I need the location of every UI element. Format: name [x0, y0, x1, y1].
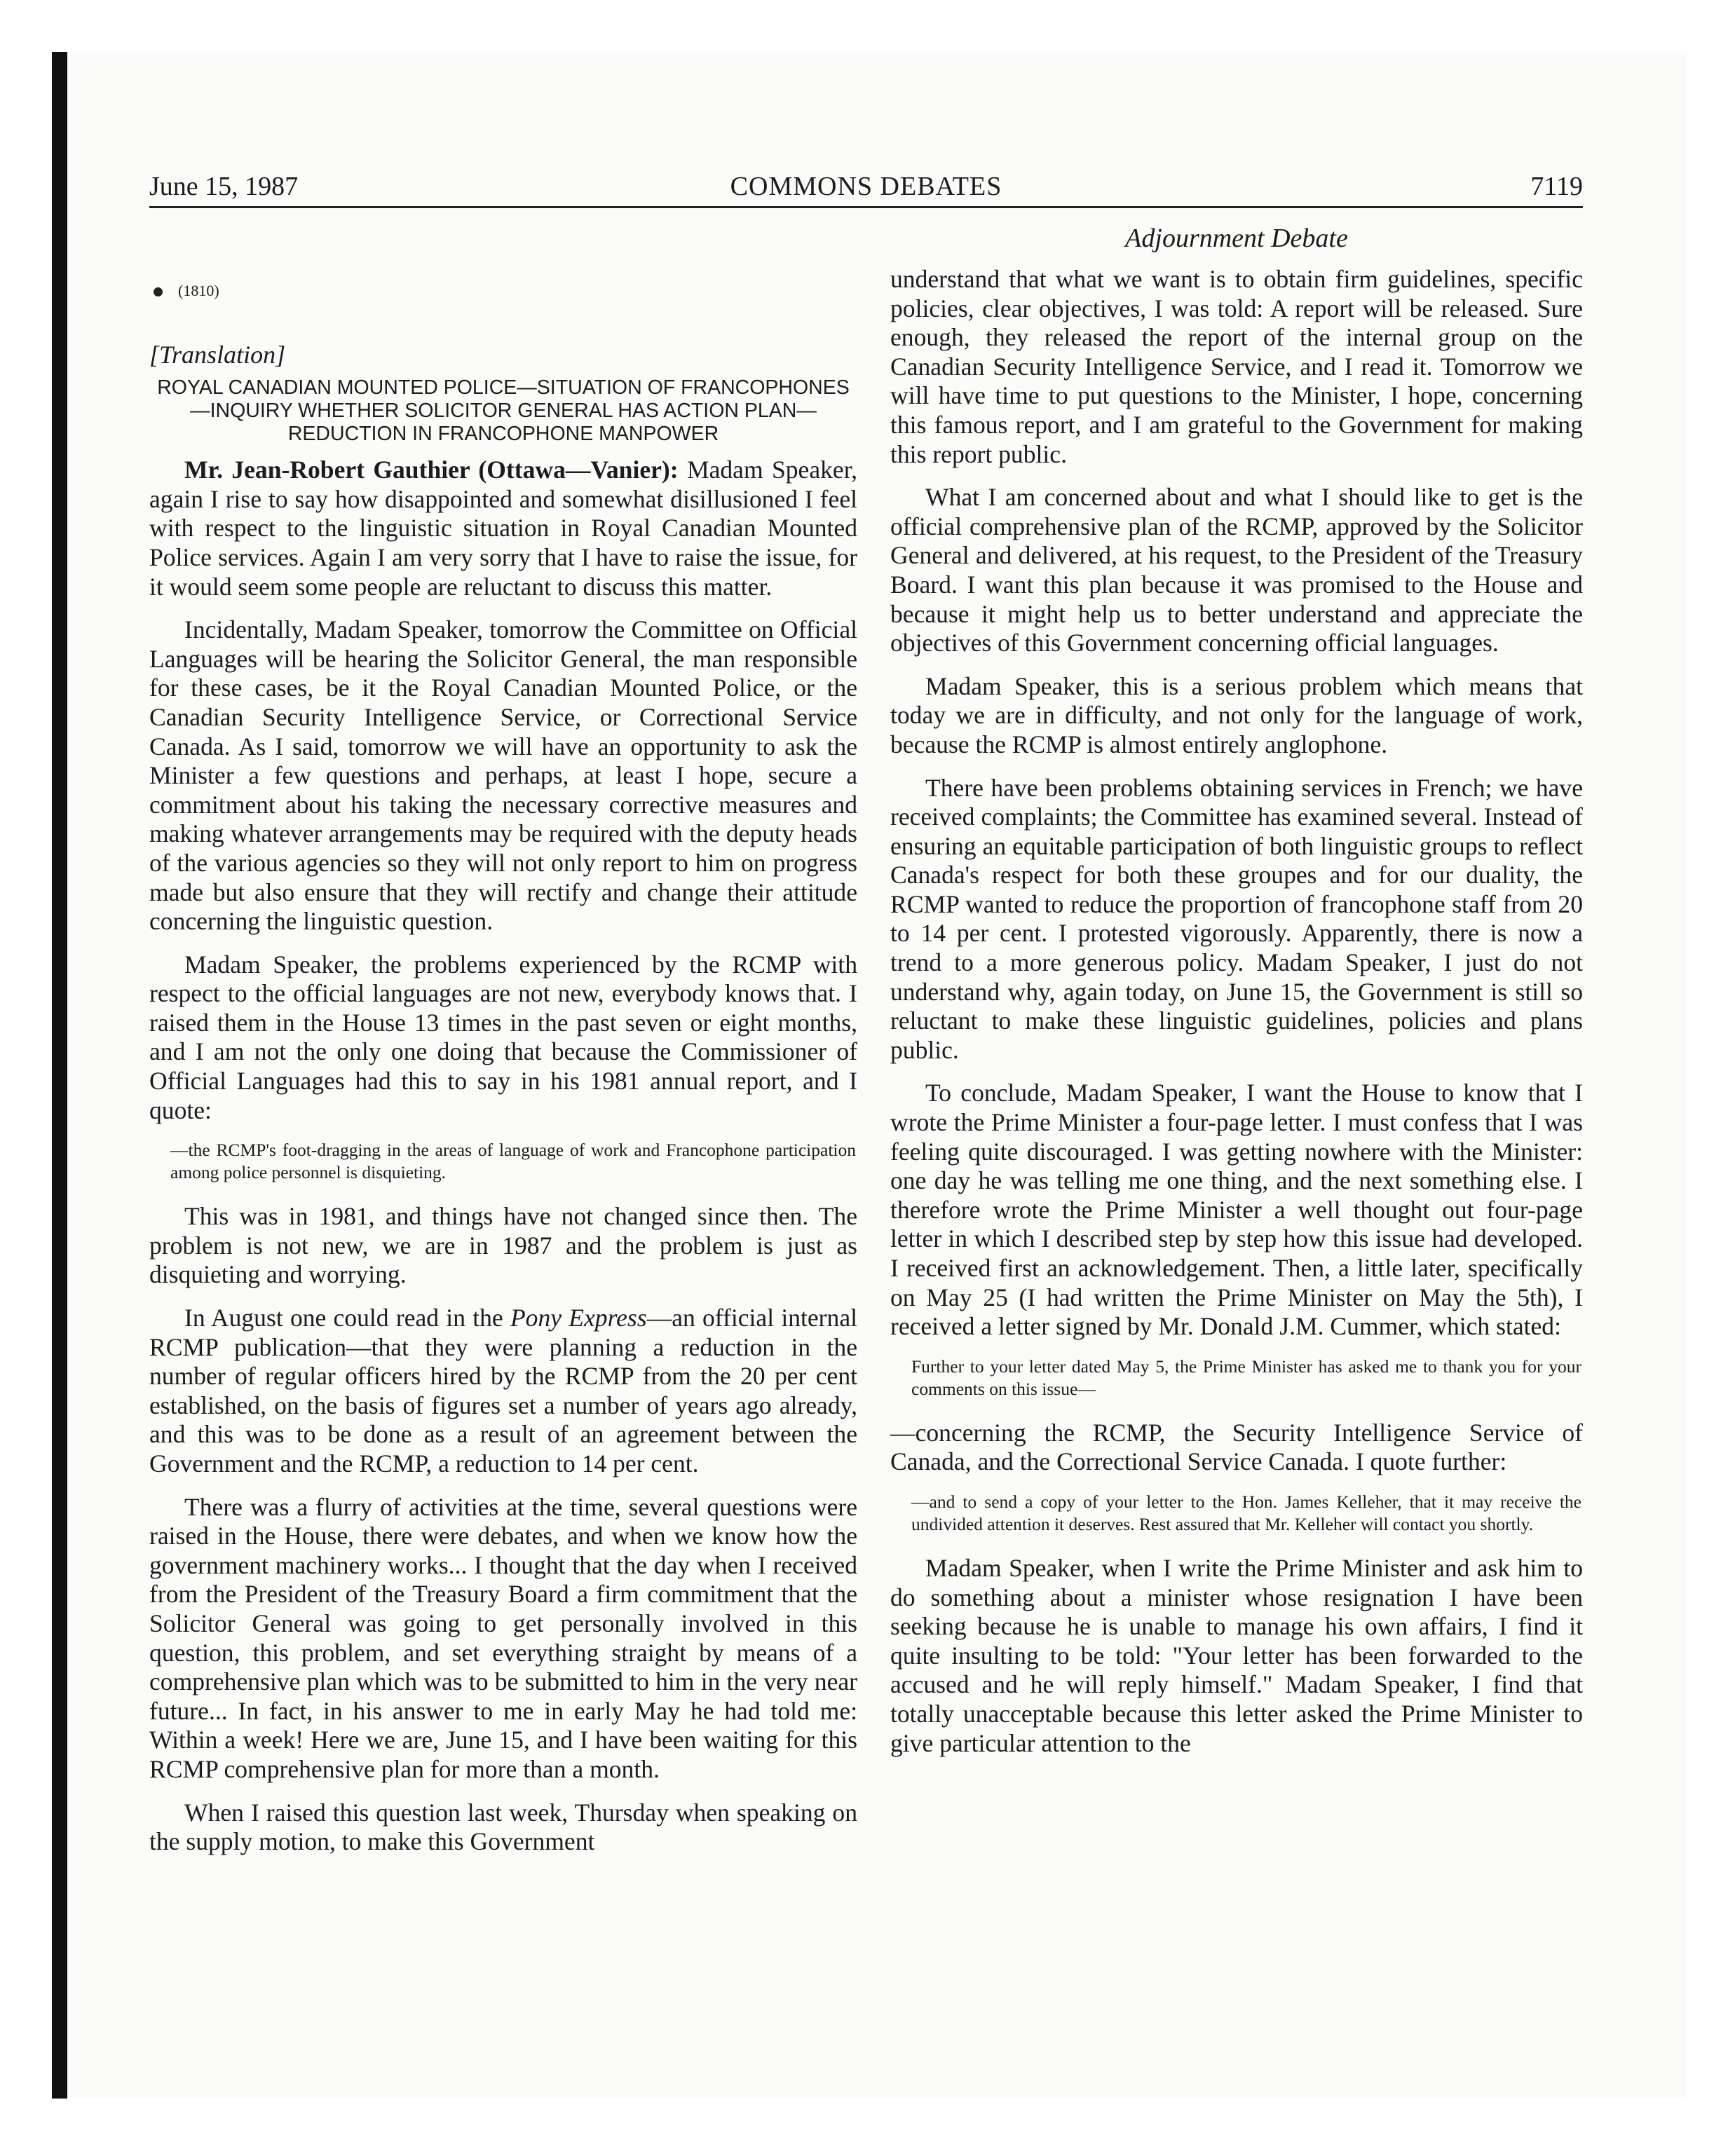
paragraph: Madam Speaker, this is a serious problem which means that today we are in difficulty, and not only for the language of work, because the RCMP is almost entirely anglophone. — [890, 671, 1583, 758]
paragraph-text: Madam Speaker, again I rise to say how disappointed and somewhat disillusioned I feel with respect to the linguistic situation in Royal Canadian Mounted Police services. Again I am very sorry that I have to raise the issue, for it would seem some people are reluctant to discuss this matter. — [149, 456, 858, 601]
section-label: Adjournment Debate — [1125, 224, 1348, 253]
right-column — [890, 265, 1583, 1772]
time-marker-text: (1810) — [178, 282, 219, 299]
header-date: June 15, 1987 — [149, 172, 299, 201]
speaker-name: Mr. Jean-Robert Gauthier (Ottawa—Vanier): — [184, 456, 679, 484]
paragraph: Incidentally, Madam Speaker, tomorrow the Committee on Official Languages will be hearing the Solicitor General, the man responsible for these cases, be it the Royal Canadian Mounted Police, or the Canadian Security Intelligence Service, or Correctional Service Canada. As I said, tomorrow we will have an opportunity to ask the Minister a few questions and perhaps, at least I hope, secure a commitment about his taking the necessary corrective measures and making whatever arrangements may be required with the deputy heads of the various agencies so they will not only report to him on progress made but also ensure that they will rectify and change their attitude concerning the linguistic question. — [149, 615, 857, 936]
paragraph: —concerning the RCMP, the Security Intelligence Service of Canada, and the Correctional Service Canada. I quote further: — [890, 1418, 1583, 1476]
paragraph: understand that what we want is to obtain firm guidelines, specific policies, clear objectives, I was told: A report will be released. Sure enough, they released the report of the internal group on the Canadian Security Intelligence Service, and I read it. Tomorrow we will have time to put questions to the Minister, I hope, concerning this famous report, and I am grateful to the Government for making this report public. — [890, 265, 1583, 468]
paragraph: What I am concerned about and what I should like to get is the official comprehensive plan of the RCMP, approved by the Solicitor General and delivered, at his request, to the President of the Treasury Board. I want this plan because it was promised to the House and because it might help us to better understand and appreciate the objectives of this Government concerning official languages. — [890, 483, 1583, 657]
scan-edge-bar — [52, 52, 67, 2099]
paragraph-text: In August one could read in the — [184, 1304, 510, 1332]
page-header — [149, 171, 1583, 205]
left-column — [149, 265, 857, 1871]
paragraph: Madam Speaker, the problems experienced by the RCMP with respect to the official languages are not new, everybody knows that. I raised them in the House 13 times in the past seven or eight months, and I am not the only one doing that because the Commissioner of Official Languages had this to say in his 1981 annual report, and I quote: — [149, 950, 857, 1124]
paragraph: When I raised this question last week, Thursday when speaking on the supply motion, to make this Government — [149, 1798, 857, 1856]
paragraph: Madam Speaker, when I write the Prime Minister and ask him to do something about a minister whose resignation I have been seeking because he is unable to manage his own affairs, I find it quite insulting to be told: "Your letter has been forwarded to the accused and he will reply himself." Madam Speaker, I find that totally unacceptable because this letter asked the Prime Minister to give particular attention to the — [890, 1553, 1583, 1757]
header-rule — [149, 206, 1583, 208]
paragraph-text: —an official internal RCMP publication—that they were planning a reduction in the number of regular officers hired by the RCMP from the 20 per cent established, on the basis of figures set a number of years ago already, and this was to be done as a result of an agreement between the Government and the RCMP, a reduction to 14 per cent. — [149, 1304, 857, 1478]
time-marker — [154, 276, 857, 306]
header-page-number: 7119 — [1530, 172, 1583, 201]
paragraph: To conclude, Madam Speaker, I want the House to know that I wrote the Prime Minister a four-page letter. I must confess that I was feeling quite discouraged. I was getting nowhere with the Minister: one day he was telling me one thing, and the next something else. I therefore wrote the Prime Minister a well thought out four-page letter in which I described step by step how this issue had developed. I received first an acknowledgement. Then, a little later, specifically on May 25 (I had written the Prime Minister on May the 5th), I received a letter signed by Mr. Donald J.M. Cummer, which stated: — [890, 1079, 1583, 1341]
block-quote: —and to send a copy of your letter to the Hon. James Kelleher, that it may receive the undivided attention it deserves. Rest assured that Mr. Kelleher will contact you shortly. — [911, 1491, 1581, 1534]
paragraph — [149, 456, 857, 601]
publication-title: Pony Express — [510, 1304, 647, 1332]
block-quote: Further to your letter dated May 5, the Prime Minister has asked me to thank you for your comments on this issue— — [911, 1356, 1581, 1399]
header-publication: COMMONS DEBATES — [730, 172, 1002, 201]
paragraph — [149, 1304, 857, 1479]
paragraph: This was in 1981, and things have not changed since then. The problem is not new, we are in 1987 and the problem is just as disquieting and worrying. — [149, 1202, 857, 1289]
bullet-icon — [154, 287, 163, 296]
debate-heading: ROYAL CANADIAN MOUNTED POLICE—SITUATION OF FRANCOPHONES—INQUIRY WHETHER SOLICITOR GENERAL HAS ACTION PLAN—REDUCTION IN FRANCOPHONE MANPOWER — [157, 376, 850, 446]
block-quote: —the RCMP's foot-dragging in the areas of language of work and Francophone participation among police personnel is disquieting. — [170, 1140, 856, 1183]
paragraph: There was a flurry of activities at the time, several questions were raised in the House, there were debates, and when we know how the government machinery works... I thought that the day when I received from the President of the Treasury Board a firm commitment that the Solicitor General was going to get personally involved in this question, this problem, and set everything straight by means of a comprehensive plan which was to be submitted to him in the very near future... In fact, in his answer to me in early May he had told me: Within a week! Here we are, June 15, and I have been waiting for this RCMP comprehensive plan for more than a month. — [149, 1492, 857, 1783]
translation-label: [Translation] — [149, 340, 286, 369]
paragraph: There have been problems obtaining services in French; we have received complaints; the Committee has examined several. Instead of ensuring an equitable participation of both linguistic groups to reflect Canada's respect for both these groupes and for our duality, the RCMP wanted to reduce the proportion of francophone staff from 20 to 14 per cent. I protested vigorously. Apparently, there is now a trend to a more generous policy. Madam Speaker, I just do not understand why, again today, on June 15, the Government is still so reluctant to make these linguistic guidelines, policies and plans public. — [890, 773, 1583, 1064]
